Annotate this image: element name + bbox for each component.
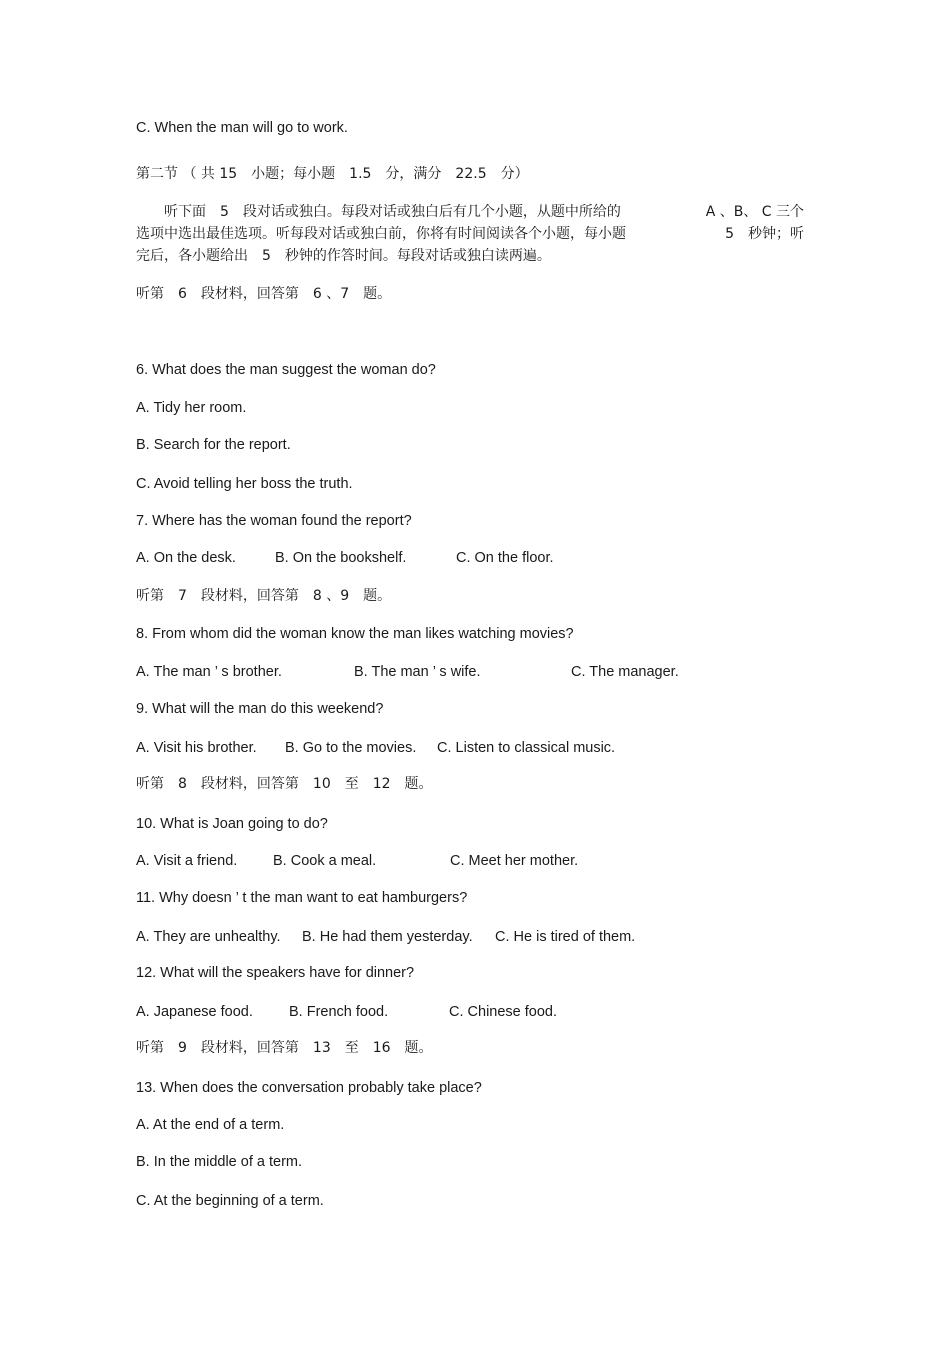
question-10-option-b: B. Cook a meal. <box>273 853 377 869</box>
question-9-option-b: B. Go to the movies. <box>285 740 417 756</box>
question-8: 8. From whom did the woman know the man likes watching movies? <box>136 626 574 642</box>
question-12: 12. What will the speakers have for dinner? <box>136 965 415 981</box>
question-9-option-c: C. Listen to classical music. <box>437 740 616 756</box>
question-5-option-c: C. When the man will go to work. <box>136 120 348 136</box>
question-6: 6. What does the man suggest the woman do? <box>136 362 436 378</box>
question-7: 7. Where has the woman found the report? <box>136 513 412 529</box>
directions-passage-6: 听第 6 段材料，回答第 6 、7 题。 <box>136 286 392 302</box>
question-8-option-b: B. The man ’ s wife. <box>354 664 481 680</box>
question-13-option-a: A. At the end of a term. <box>136 1117 285 1133</box>
directions-passage-8: 听第 8 段材料，回答第 10 至 12 题。 <box>136 776 433 792</box>
question-11-option-b: B. He had them yesterday. <box>302 929 473 945</box>
instructions-line-2-part-2: 5 秒钟；听 <box>725 226 804 242</box>
question-8-option-a: A. The man ’ s brother. <box>136 664 282 680</box>
question-6-option-c: C. Avoid telling her boss the truth. <box>136 476 353 492</box>
instructions-line-1-part-2: A 、B、 C 三个 <box>705 204 804 220</box>
question-7-option-a: A. On the desk. <box>136 550 236 566</box>
question-7-option-b: B. On the bookshelf. <box>275 550 407 566</box>
question-11: 11. Why doesn ’ t the man want to eat hamburgers? <box>136 890 468 906</box>
question-8-option-c: C. The manager. <box>571 664 679 680</box>
instructions-line-3: 完后，各小题给出 5 秒钟的作答时间。每段对话或独白读两遍。 <box>136 248 551 264</box>
question-10-option-c: C. Meet her mother. <box>450 853 579 869</box>
question-12-option-b: B. French food. <box>289 1004 389 1020</box>
section-instructions <box>136 201 804 267</box>
question-12-option-a: A. Japanese food. <box>136 1004 253 1020</box>
question-6-option-a: A. Tidy her room. <box>136 400 247 416</box>
question-10-option-a: A. Visit a friend. <box>136 853 238 869</box>
section-title: 第二节 （ 共 15 小题；每小题 1.5 分，满分 22.5 分） <box>136 166 529 182</box>
question-13-option-c: C. At the beginning of a term. <box>136 1193 324 1209</box>
question-13-option-b: B. In the middle of a term. <box>136 1154 303 1170</box>
question-9: 9. What will the man do this weekend? <box>136 701 384 717</box>
directions-passage-9: 听第 9 段材料，回答第 13 至 16 题。 <box>136 1040 433 1056</box>
question-13: 13. When does the conversation probably take place? <box>136 1080 482 1096</box>
question-6-option-b: B. Search for the report. <box>136 437 291 453</box>
instructions-line-2-part-1: 选项中选出最佳选项。听每段对话或独白前，你将有时间阅读各个小题，每小题 <box>136 226 626 242</box>
question-11-option-a: A. They are unhealthy. <box>136 929 281 945</box>
question-9-option-a: A. Visit his brother. <box>136 740 257 756</box>
question-10: 10. What is Joan going to do? <box>136 816 328 832</box>
directions-passage-7: 听第 7 段材料，回答第 8 、9 题。 <box>136 588 392 604</box>
question-12-option-c: C. Chinese food. <box>449 1004 558 1020</box>
question-7-option-c: C. On the floor. <box>456 550 554 566</box>
instructions-line-1-part-1: 听下面 5 段对话或独白。每段对话或独白后有几个小题，从题中所给的 <box>136 204 621 220</box>
question-11-option-c: C. He is tired of them. <box>495 929 636 945</box>
